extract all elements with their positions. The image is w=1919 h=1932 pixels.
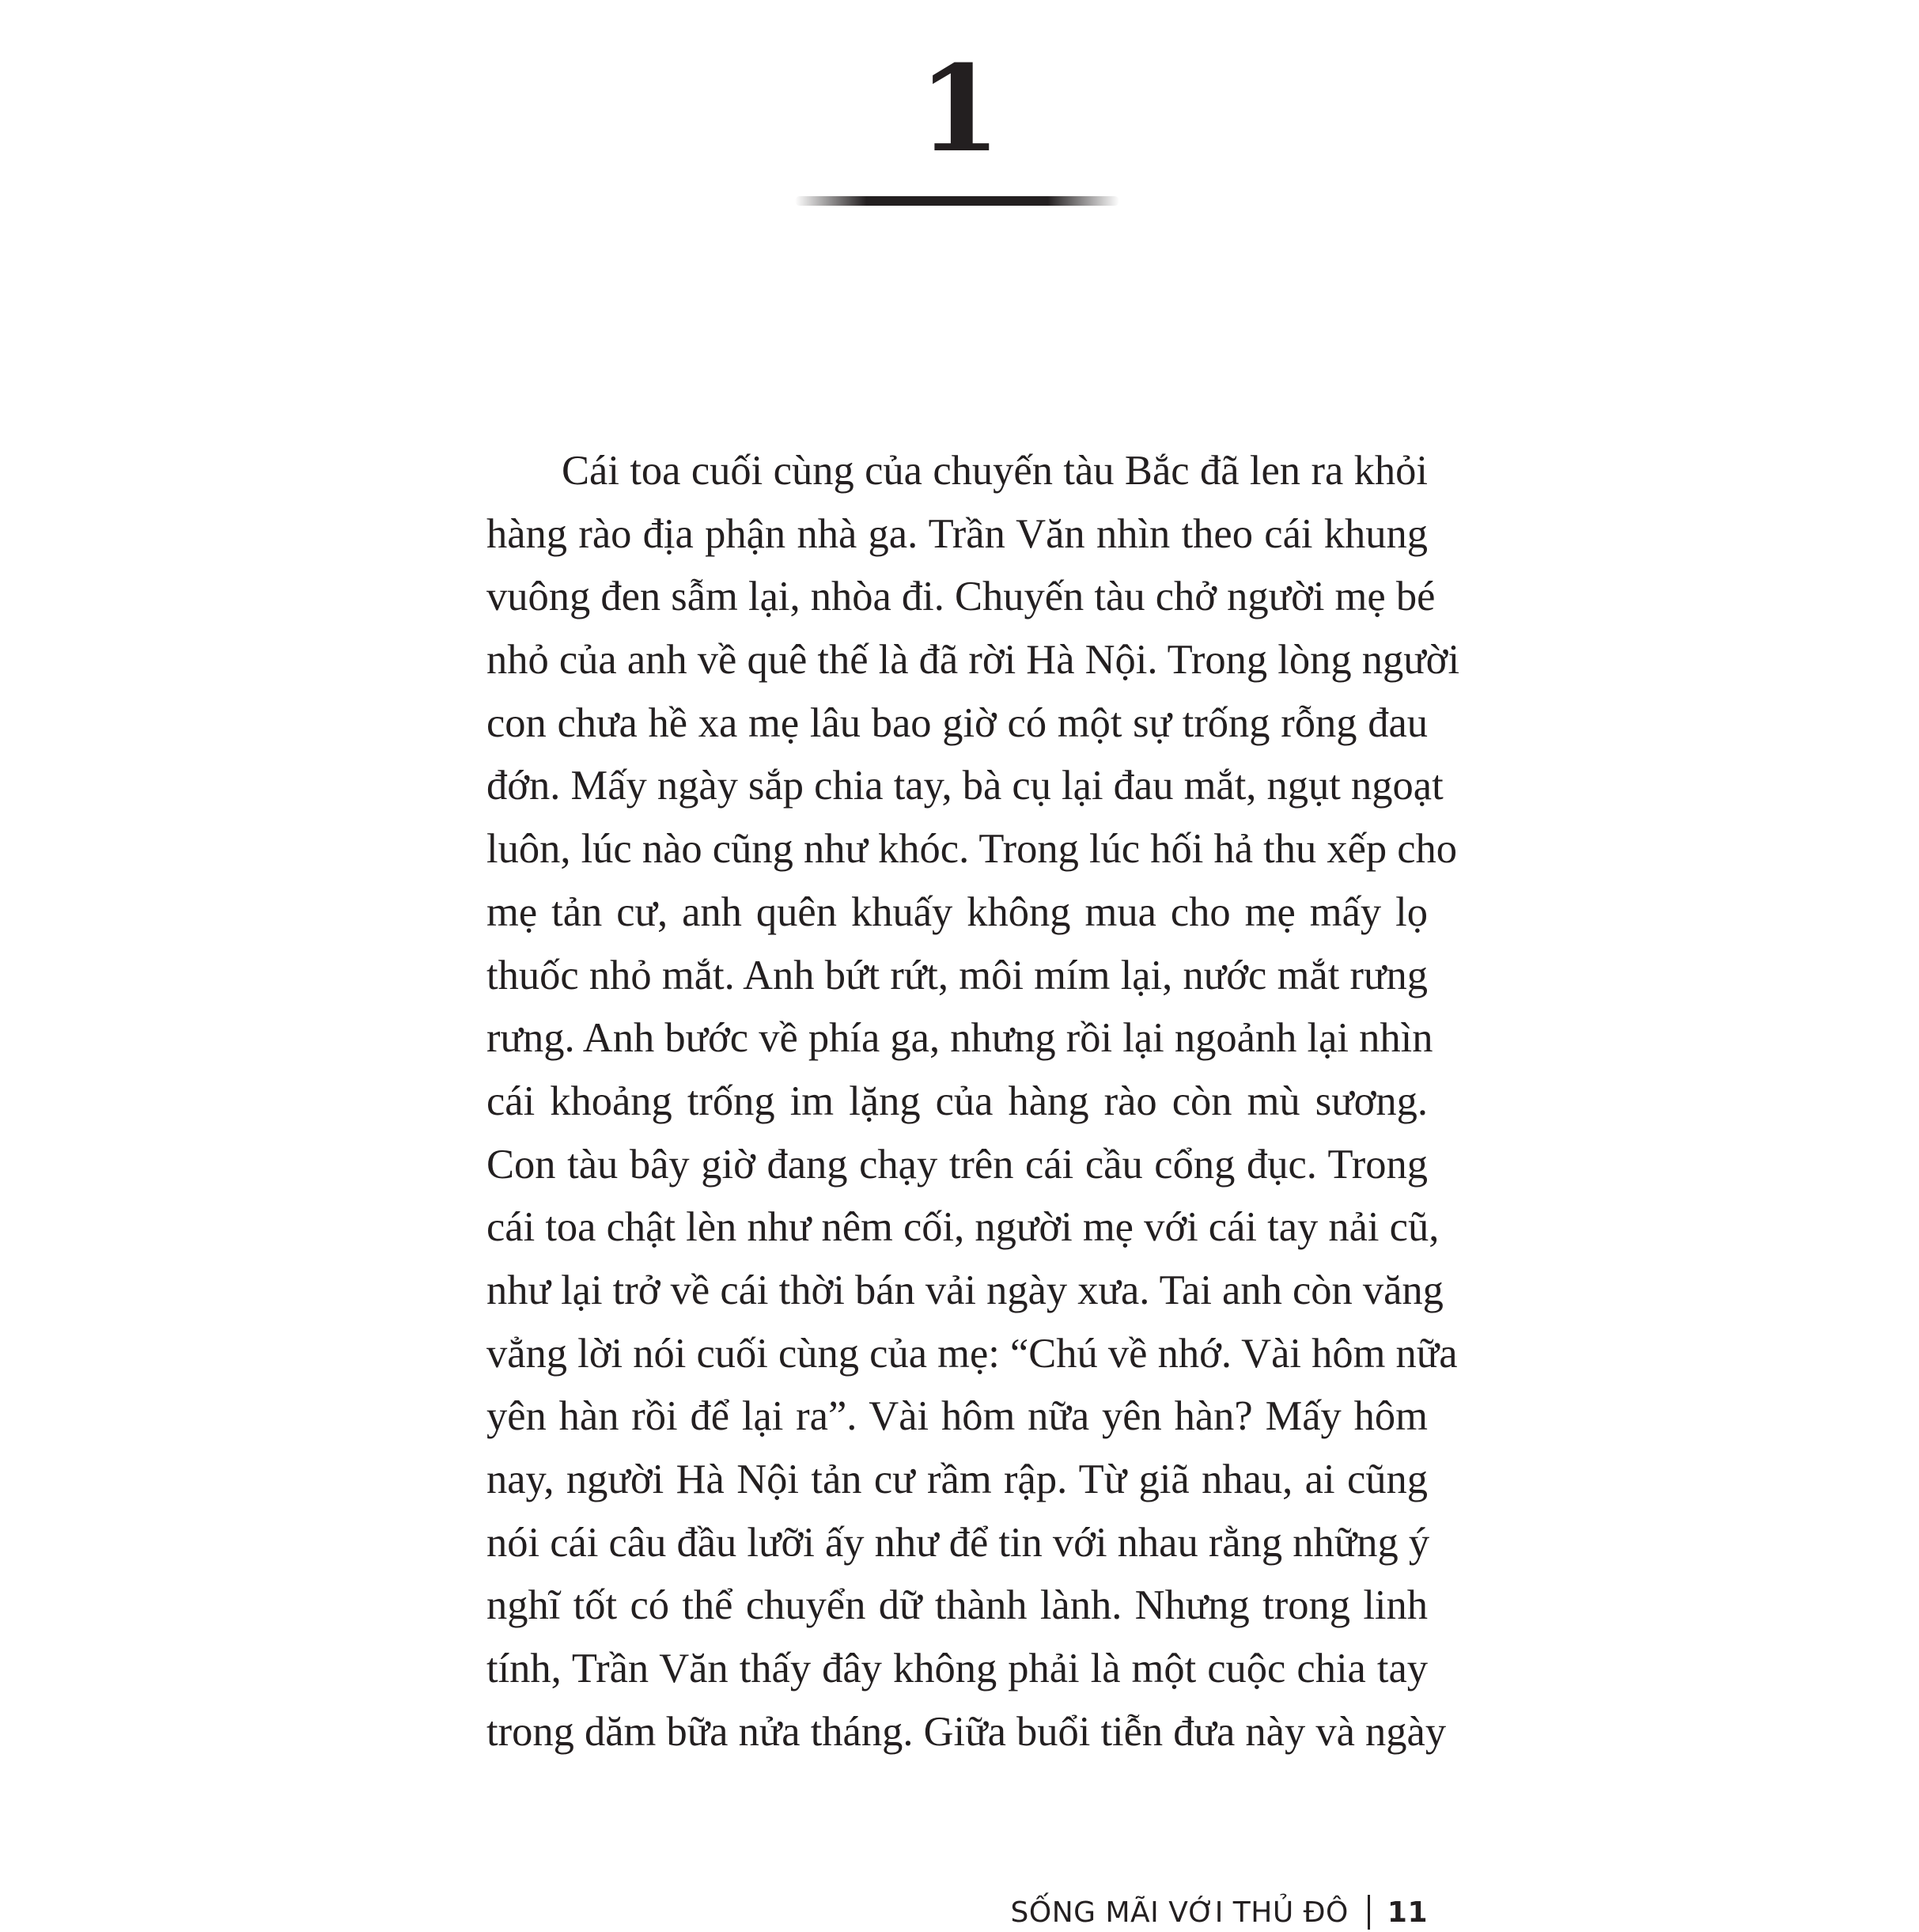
text-line: hàng rào địa phận nhà ga. Trần Văn nhìn theo cái khung (486, 510, 1428, 557)
text-line: cái toa chật lèn như nêm cối, người mẹ với cái tay nải cũ, (486, 1204, 1440, 1251)
text-line: yên hàn rồi để lại ra”. Vài hôm nữa yên hàn? Mấy hôm (486, 1393, 1428, 1440)
text-line: trong dăm bữa nửa tháng. Giữa buổi tiễn đưa này và ngày (486, 1708, 1447, 1755)
text-line: tính, Trần Văn thấy đây không phải là một cuộc chia tay (486, 1646, 1428, 1692)
footer-separator (1368, 1895, 1370, 1930)
running-title: SỐNG MÃI VỚI THỦ ĐÔ (1010, 1896, 1349, 1929)
text-line: con chưa hề xa mẹ lâu bao giờ có một sự trống rỗng đau (486, 699, 1428, 746)
text-line: nói cái câu đầu lưỡi ấy như để tin với nhau rằng những ý (486, 1519, 1430, 1566)
text-line: nay, người Hà Nội tản cư rầm rập. Từ giã nhau, ai cũng (486, 1457, 1428, 1502)
text-line: nhỏ của anh về quê thế là đã rời Hà Nội. Trong lòng người (486, 637, 1460, 684)
text-line: luôn, lúc nào cũng như khóc. Trong lúc hối hả thu xếp cho (486, 826, 1458, 873)
text-line: mẹ tản cư, anh quên khuấy không mua cho mẹ mấy lọ (486, 888, 1428, 935)
text-line: cái khoảng trống im lặng của hàng rào còn mù sương. (486, 1078, 1428, 1124)
text-line: vẳng lời nói cuối cùng của mẹ: “Chú về nhớ. Vài hôm nữa (486, 1330, 1458, 1377)
text-line: nghĩ tốt có thể chuyển dữ thành lành. Nhưng trong linh (486, 1582, 1428, 1629)
text-line: thuốc nhỏ mắt. Anh bứt rứt, môi mím lại, nước mắt rưng (486, 952, 1428, 998)
text-line: như lại trở về cái thời bán vải ngày xưa. Tai anh còn văng (486, 1267, 1444, 1313)
chapter-number: 1 (918, 40, 1001, 179)
page-number: 11 (1387, 1896, 1428, 1929)
text-line: rưng. Anh bước về phía ga, nhưng rồi lại ngoảnh lại nhìn (486, 1015, 1433, 1062)
text-line: Con tàu bây giờ đang chạy trên cái cầu cổng đục. Trong (486, 1141, 1428, 1188)
text-line: vuông đen sẫm lại, nhòa đi. Chuyến tàu chở người mẹ bé (486, 574, 1436, 620)
text-line: Cái toa cuối cùng của chuyến tàu Bắc đã len ra khỏi (562, 448, 1428, 494)
text-line: đớn. Mấy ngày sắp chia tay, bà cụ lại đau mắt, ngụt ngoạt (486, 763, 1444, 809)
chapter-divider (795, 196, 1119, 206)
page-footer (1011, 1892, 1428, 1932)
body-paragraph (486, 440, 1460, 1763)
